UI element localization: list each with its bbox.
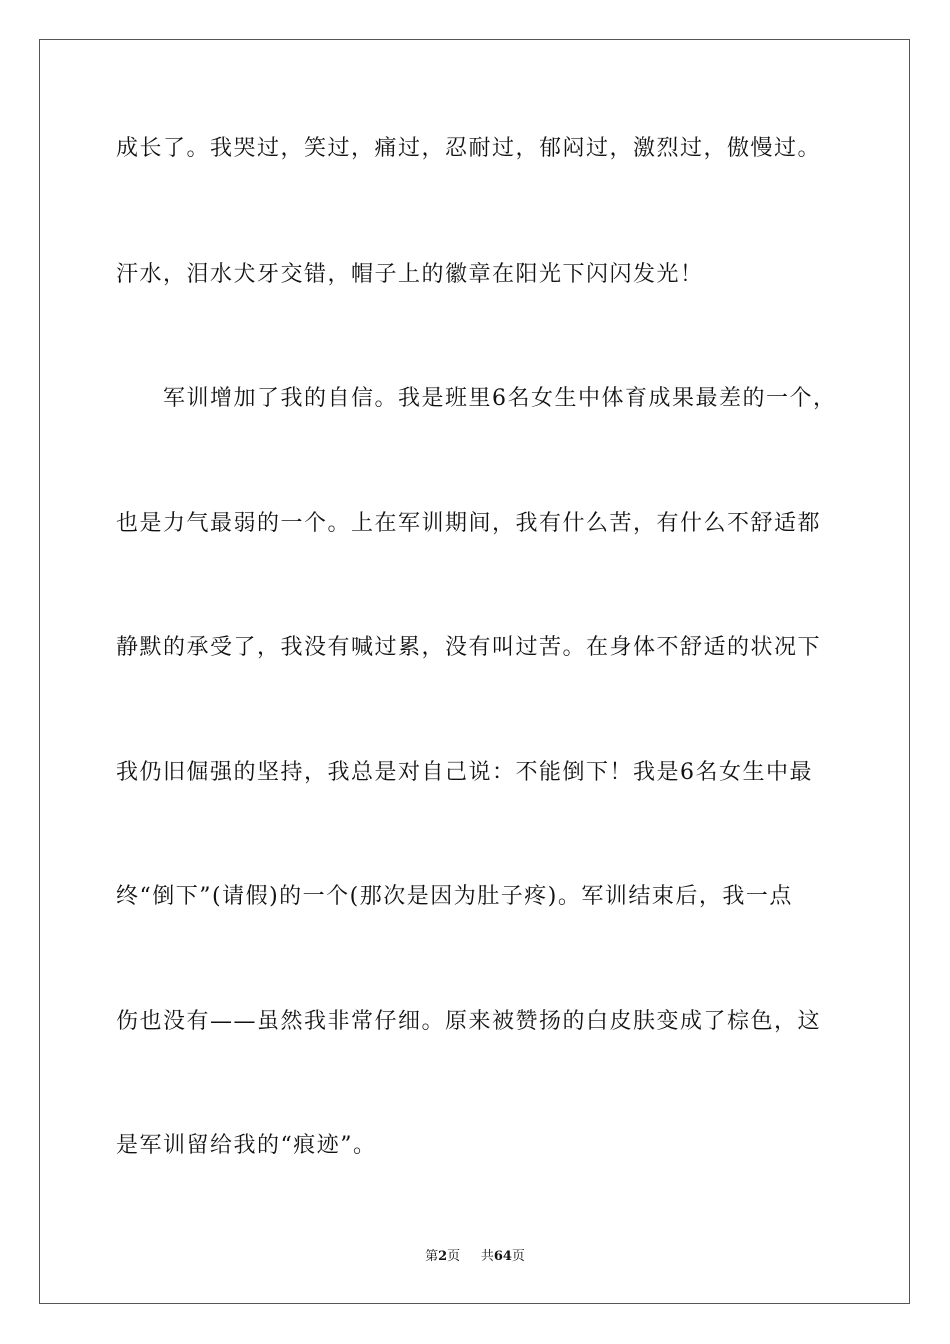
paragraph-first-line: 军训增加了我的自信。我是班里6名女生中体育成果最差的一个， xyxy=(163,386,837,411)
total-page-count: 64 xyxy=(493,1249,512,1264)
body-text-line: 静默的承受了，我没有喊过累，没有叫过苦。在身体不舒适的状况下 xyxy=(116,635,822,660)
body-text-line: 也是力气最弱的一个。上在军训期间，我有什么苦，有什么不舒适都 xyxy=(116,511,822,536)
page-indicator: 第2页 xyxy=(425,1249,461,1264)
page-frame xyxy=(39,39,910,1304)
body-text-line: 终“倒下”(请假)的一个(那次是因为肚子疼)。军训结束后，我一点 xyxy=(116,884,793,909)
body-text-line: 是军训留给我的“痕迹”。 xyxy=(116,1133,377,1158)
body-text-line: 成长了。我哭过，笑过，痛过，忍耐过，郁闷过，激烈过，傲慢过。 xyxy=(116,136,822,161)
body-text-line: 我仍旧倔强的坚持，我总是对自己说：不能倒下！我是6名女生中最 xyxy=(116,760,813,785)
body-text-line: 汗水，泪水犬牙交错，帽子上的徽章在阳光下闪闪发光！ xyxy=(116,262,704,287)
body-text-line: 伤也没有——虽然我非常仔细。原来被赞扬的白皮肤变成了棕色，这 xyxy=(116,1009,822,1034)
page-footer xyxy=(0,1248,950,1266)
total-pages-indicator: 共64页 xyxy=(480,1249,525,1264)
current-page-number: 2 xyxy=(438,1249,448,1264)
